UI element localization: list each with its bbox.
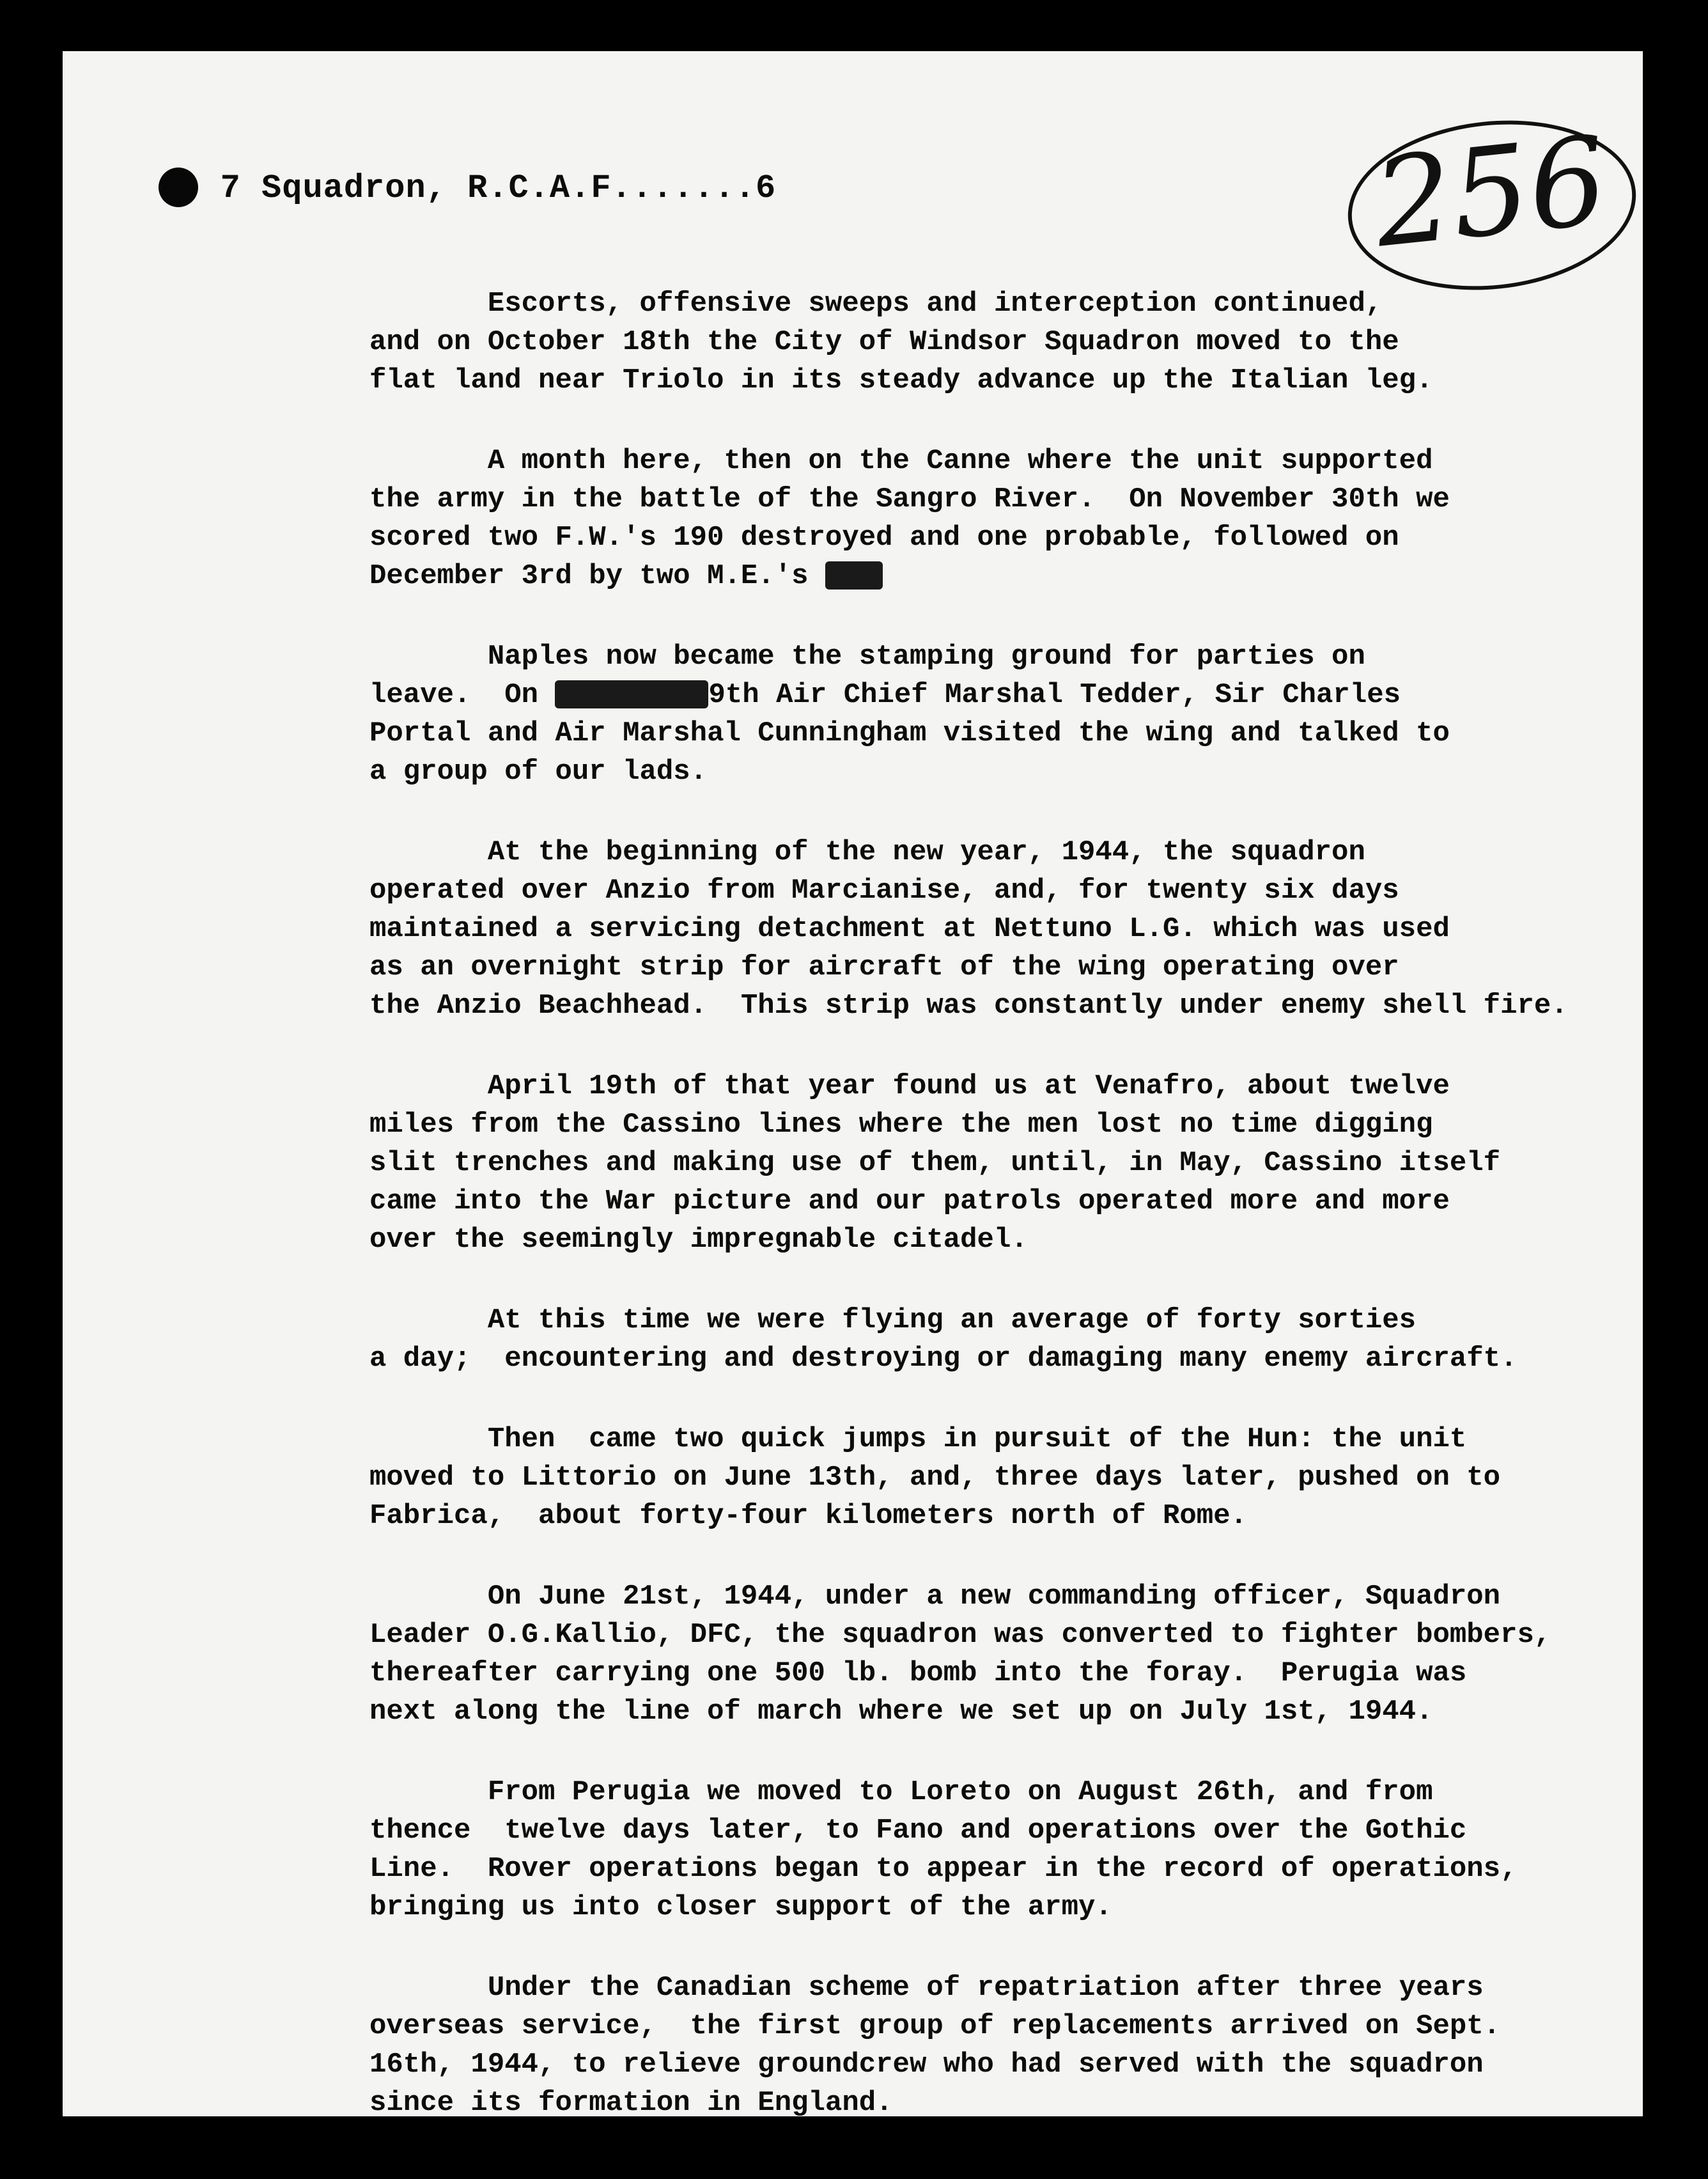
line: December 3rd by two M.E.'s bbox=[369, 560, 809, 592]
paragraph-6 bbox=[369, 1301, 1584, 1378]
paragraph-4 bbox=[369, 833, 1584, 1025]
line: At this time we were flying an average of forty sorties bbox=[369, 1304, 1417, 1336]
line: thereafter carrying one 500 lb. bomb into the foray. Perugia was bbox=[369, 1657, 1467, 1689]
line: next along the line of march where we set up on July 1st, 1944. bbox=[369, 1696, 1433, 1728]
line: over the seemingly impregnable citadel. bbox=[369, 1224, 1028, 1256]
folio-number: 256 bbox=[1367, 109, 1613, 275]
line: Fabrica, about forty-four kilometers north of Rome. bbox=[369, 1500, 1248, 1532]
page-header bbox=[159, 169, 776, 207]
redaction-mark bbox=[825, 561, 883, 590]
line: operated over Anzio from Marcianise, and, for twenty six days bbox=[369, 875, 1399, 907]
line: bringing us into closer support of the army. bbox=[369, 1891, 1112, 1923]
document-page bbox=[63, 51, 1643, 2116]
paragraph-3 bbox=[369, 637, 1584, 791]
document-body bbox=[369, 285, 1584, 2116]
line: April 19th of that year found us at Venafro, about twelve bbox=[369, 1070, 1450, 1102]
line: a day; encountering and destroying or damaging many enemy aircraft. bbox=[369, 1343, 1518, 1375]
line: On June 21st, 1944, under a new commanding officer, Squadron bbox=[369, 1581, 1501, 1613]
line: slit trenches and making use of them, until, in May, Cassino itself bbox=[369, 1147, 1501, 1179]
line: Line. Rover operations began to appear in the record of operations, bbox=[369, 1853, 1518, 1885]
line: From Perugia we moved to Loreto on August 26th, and from bbox=[369, 1776, 1433, 1808]
paragraph-9 bbox=[369, 1773, 1584, 1926]
line: and on October 18th the City of Windsor Squadron moved to the bbox=[369, 326, 1399, 358]
line: Then came two quick jumps in pursuit of the Hun: the unit bbox=[369, 1423, 1467, 1455]
paragraph-5 bbox=[369, 1067, 1584, 1259]
paragraph-8 bbox=[369, 1577, 1584, 1731]
line: 9th Air Chief Marshal Tedder, Sir Charles bbox=[708, 679, 1401, 711]
line: leave. On bbox=[369, 679, 539, 711]
line: Naples now became the stamping ground for parties on bbox=[369, 641, 1365, 673]
line: flat land near Triolo in its steady advance up the Italian leg. bbox=[369, 364, 1433, 396]
line: the Anzio Beachhead. This strip was constantly under enemy shell fire. bbox=[369, 990, 1568, 1022]
redaction-mark bbox=[555, 680, 708, 708]
line: maintained a servicing detachment at Nettuno L.G. which was used bbox=[369, 913, 1450, 945]
paragraph-10 bbox=[369, 1969, 1584, 2116]
line: the army in the battle of the Sangro River. On November 30th we bbox=[369, 483, 1450, 515]
line: miles from the Cassino lines where the men lost no time digging bbox=[369, 1109, 1433, 1141]
line: as an overnight strip for aircraft of the wing operating over bbox=[369, 951, 1399, 983]
paragraph-7 bbox=[369, 1420, 1584, 1535]
folio-stamp bbox=[1340, 107, 1643, 304]
line: At the beginning of the new year, 1944, the squadron bbox=[369, 836, 1365, 868]
line: 16th, 1944, to relieve groundcrew who had served with the squadron bbox=[369, 2049, 1484, 2081]
paragraph-1 bbox=[369, 285, 1584, 400]
line: since its formation in England. bbox=[369, 2087, 893, 2116]
line: Escorts, offensive sweeps and interception continued, bbox=[369, 288, 1383, 320]
line: moved to Littorio on June 13th, and, three days later, pushed on to bbox=[369, 1462, 1501, 1494]
line: A month here, then on the Canne where the unit supported bbox=[369, 445, 1433, 477]
line: came into the War picture and our patrols operated more and more bbox=[369, 1185, 1450, 1217]
line: overseas service, the first group of replacements arrived on Sept. bbox=[369, 2010, 1501, 2042]
line: Leader O.G.Kallio, DFC, the squadron was converted to fighter bombers, bbox=[369, 1619, 1551, 1651]
line: scored two F.W.'s 190 destroyed and one probable, followed on bbox=[369, 522, 1399, 554]
line: thence twelve days later, to Fano and operations over the Gothic bbox=[369, 1815, 1467, 1847]
paragraph-2 bbox=[369, 442, 1584, 595]
line: Under the Canadian scheme of repatriation after three years bbox=[369, 1972, 1484, 2004]
line: Portal and Air Marshal Cunningham visited the wing and talked to bbox=[369, 717, 1450, 749]
header-title: 7 Squadron, R.C.A.F.......6 bbox=[220, 169, 777, 207]
line: a group of our lads. bbox=[369, 756, 708, 788]
